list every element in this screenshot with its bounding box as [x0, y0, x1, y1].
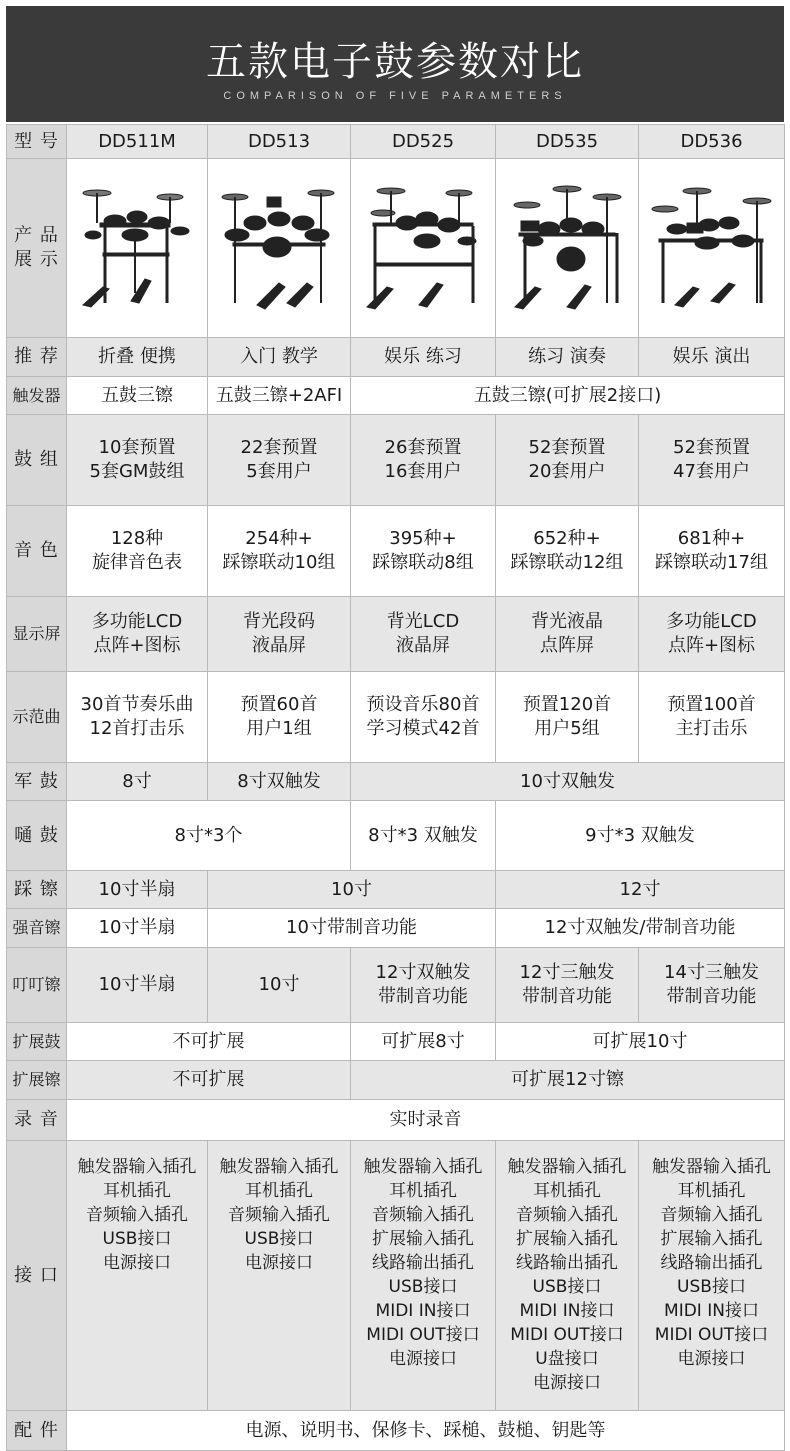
label-record: 录 音	[7, 1100, 67, 1141]
ports-cell: 触发器输入插孔 耳机插孔 音频输入插孔 扩展输入插孔 线路输出插孔 USB接口 MIDI IN接口 MIDI OUT接口 U盘接口 电源接口	[496, 1141, 639, 1411]
ext-cymbal-cell: 不可扩展	[67, 1061, 351, 1100]
label-ride: 叮叮镲	[7, 948, 67, 1023]
drum-kit-image	[217, 183, 342, 313]
page-title: 五款电子鼓参数对比	[206, 39, 584, 85]
label-demo: 示范曲	[7, 672, 67, 763]
product-image-cell	[208, 159, 351, 338]
accessories-cell: 电源、说明书、保修卡、踩槌、鼓槌、钥匙等	[67, 1411, 785, 1451]
screen-cell: 多功能LCD 点阵+图标	[639, 597, 785, 672]
product-image-cell	[351, 159, 496, 338]
row-recommend	[7, 338, 785, 377]
row-accessories	[7, 1411, 785, 1451]
tom-cell: 9寸*3 双触发	[496, 801, 785, 871]
product-image-cell	[496, 159, 639, 338]
label-hihat: 踩 镲	[7, 871, 67, 909]
ride-cell: 10寸半扇	[67, 948, 208, 1023]
ports-cell: 触发器输入插孔 耳机插孔 音频输入插孔 USB接口 电源接口	[208, 1141, 351, 1411]
model-cell: DD513	[208, 125, 351, 159]
recommend-cell: 娱乐 练习	[351, 338, 496, 377]
label-recommend: 推 荐	[7, 338, 67, 377]
ext-drum-cell: 可扩展8寸	[351, 1023, 496, 1061]
row-kits	[7, 415, 785, 506]
ext-cymbal-cell: 可扩展12寸镲	[351, 1061, 785, 1100]
model-cell: DD535	[496, 125, 639, 159]
product-image-cell	[67, 159, 208, 338]
label-trigger: 触发器	[7, 377, 67, 415]
trigger-cell: 五鼓三镲+2AFI	[208, 377, 351, 415]
product-image-cell	[639, 159, 785, 338]
row-record	[7, 1100, 785, 1141]
row-ride	[7, 948, 785, 1023]
ext-drum-cell: 可扩展10寸	[496, 1023, 785, 1061]
label-ports: 接 口	[7, 1141, 67, 1411]
label-snare: 军 鼓	[7, 763, 67, 801]
row-ext-drum	[7, 1023, 785, 1061]
demo-cell: 预设音乐80首 学习模式42首	[351, 672, 496, 763]
drum-kit-image	[361, 183, 486, 313]
ports-cell: 触发器输入插孔 耳机插孔 音频输入插孔 扩展输入插孔 线路输出插孔 USB接口 MIDI IN接口 MIDI OUT接口 电源接口	[351, 1141, 496, 1411]
label-display: 产 品 展 示	[7, 159, 67, 338]
record-cell: 实时录音	[67, 1100, 785, 1141]
voices-cell: 128种 旋律音色表	[67, 506, 208, 597]
row-voices	[7, 506, 785, 597]
row-hihat	[7, 871, 785, 909]
row-ext-cymbal	[7, 1061, 785, 1100]
label-ext-cymbal: 扩展镲	[7, 1061, 67, 1100]
screen-cell: 背光LCD 液晶屏	[351, 597, 496, 672]
model-cell: DD525	[351, 125, 496, 159]
kits-cell: 22套预置 5套用户	[208, 415, 351, 506]
page-subtitle: COMPARISON OF FIVE PARAMETERS	[223, 90, 567, 102]
label-screen: 显示屏	[7, 597, 67, 672]
trigger-cell: 五鼓三镲(可扩展2接口)	[351, 377, 785, 415]
recommend-cell: 入门 教学	[208, 338, 351, 377]
drum-kit-image	[75, 183, 200, 313]
snare-cell: 10寸双触发	[351, 763, 785, 801]
tom-cell: 8寸*3个	[67, 801, 351, 871]
row-display	[7, 159, 785, 338]
hihat-cell: 12寸	[496, 871, 785, 909]
label-voices: 音 色	[7, 506, 67, 597]
voices-cell: 652种+ 踩镲联动12组	[496, 506, 639, 597]
hihat-cell: 10寸	[208, 871, 496, 909]
recommend-cell: 娱乐 演出	[639, 338, 785, 377]
snare-cell: 8寸双触发	[208, 763, 351, 801]
label-model: 型 号	[7, 125, 67, 159]
crash-cell: 10寸带制音功能	[208, 909, 496, 948]
screen-cell: 多功能LCD 点阵+图标	[67, 597, 208, 672]
demo-cell: 30首节奏乐曲 12首打击乐	[67, 672, 208, 763]
kits-cell: 52套预置 20套用户	[496, 415, 639, 506]
hihat-cell: 10寸半扇	[67, 871, 208, 909]
label-ext-drum: 扩展鼓	[7, 1023, 67, 1061]
demo-cell: 预置100首 主打击乐	[639, 672, 785, 763]
label-accessories: 配 件	[7, 1411, 67, 1451]
comparison-table	[6, 124, 785, 1451]
label-kits: 鼓 组	[7, 415, 67, 506]
row-ports	[7, 1141, 785, 1411]
voices-cell: 395种+ 踩镲联动8组	[351, 506, 496, 597]
screen-cell: 背光液晶 点阵屏	[496, 597, 639, 672]
ride-cell: 10寸	[208, 948, 351, 1023]
model-cell: DD511M	[67, 125, 208, 159]
voices-cell: 681种+ 踩镲联动17组	[639, 506, 785, 597]
drum-kit-image	[505, 183, 630, 313]
voices-cell: 254种+ 踩镲联动10组	[208, 506, 351, 597]
label-tom: 嗵 鼓	[7, 801, 67, 871]
model-cell: DD536	[639, 125, 785, 159]
crash-cell: 12寸双触发/带制音功能	[496, 909, 785, 948]
recommend-cell: 折叠 便携	[67, 338, 208, 377]
demo-cell: 预置120首 用户5组	[496, 672, 639, 763]
kits-cell: 26套预置 16套用户	[351, 415, 496, 506]
recommend-cell: 练习 演奏	[496, 338, 639, 377]
row-crash	[7, 909, 785, 948]
trigger-cell: 五鼓三镲	[67, 377, 208, 415]
snare-cell: 8寸	[67, 763, 208, 801]
row-trigger	[7, 377, 785, 415]
ports-cell: 触发器输入插孔 耳机插孔 音频输入插孔 USB接口 电源接口	[67, 1141, 208, 1411]
ride-cell: 14寸三触发 带制音功能	[639, 948, 785, 1023]
screen-cell: 背光段码 液晶屏	[208, 597, 351, 672]
kits-cell: 10套预置 5套GM鼓组	[67, 415, 208, 506]
kits-cell: 52套预置 47套用户	[639, 415, 785, 506]
ride-cell: 12寸三触发 带制音功能	[496, 948, 639, 1023]
crash-cell: 10寸半扇	[67, 909, 208, 948]
ports-cell: 触发器输入插孔 耳机插孔 音频输入插孔 扩展输入插孔 线路输出插孔 USB接口 MIDI IN接口 MIDI OUT接口 电源接口	[639, 1141, 785, 1411]
page-header	[6, 6, 784, 122]
row-model	[7, 125, 785, 159]
drum-kit-image	[649, 183, 774, 313]
label-crash: 强音镲	[7, 909, 67, 948]
ext-drum-cell: 不可扩展	[67, 1023, 351, 1061]
row-screen	[7, 597, 785, 672]
row-snare	[7, 763, 785, 801]
row-tom	[7, 801, 785, 871]
tom-cell: 8寸*3 双触发	[351, 801, 496, 871]
ride-cell: 12寸双触发 带制音功能	[351, 948, 496, 1023]
row-demo	[7, 672, 785, 763]
demo-cell: 预置60首 用户1组	[208, 672, 351, 763]
